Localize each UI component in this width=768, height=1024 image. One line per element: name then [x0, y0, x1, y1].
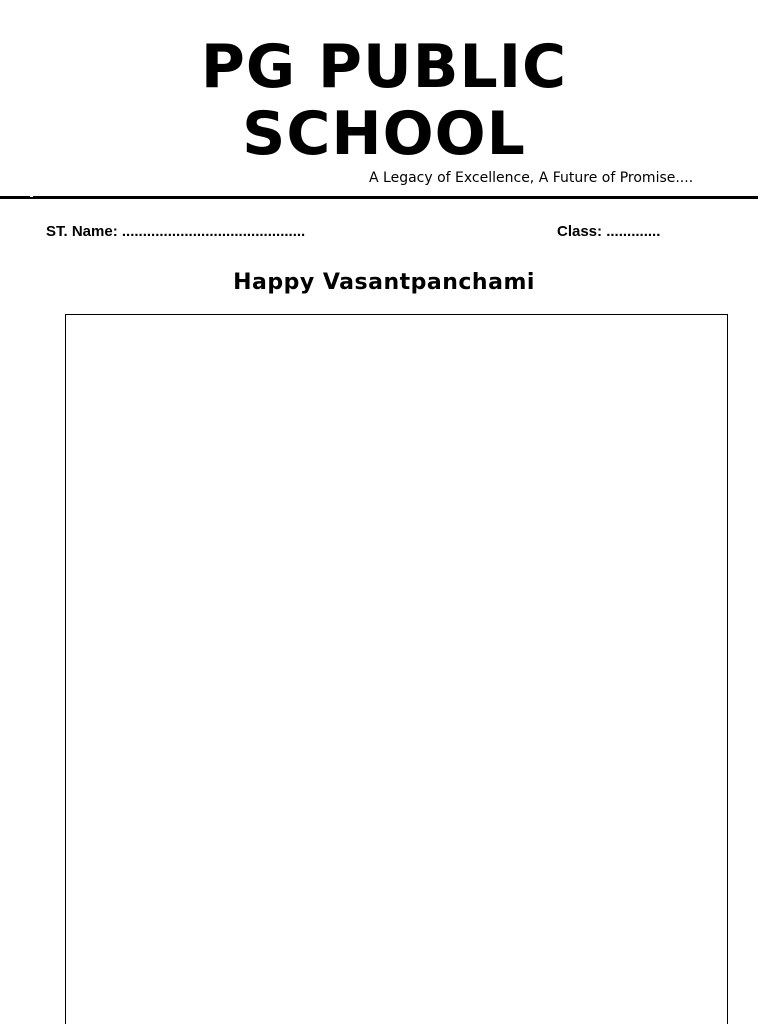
school-name-line-2: SCHOOL — [242, 99, 526, 169]
class-field: Class: ............. — [557, 223, 661, 240]
school-name — [0, 34, 768, 168]
header-divider — [0, 196, 758, 199]
school-name-line-1: PG PUBLIC — [200, 32, 568, 102]
worksheet-title: Happy Vasantpanchami — [233, 270, 535, 295]
header-divider-gap — [30, 196, 33, 197]
school-tagline: A Legacy of Excellence, A Future of Promise.... — [369, 170, 694, 186]
drawing-area — [65, 314, 728, 1024]
student-name-field: ST. Name: ............................................ — [46, 223, 306, 240]
